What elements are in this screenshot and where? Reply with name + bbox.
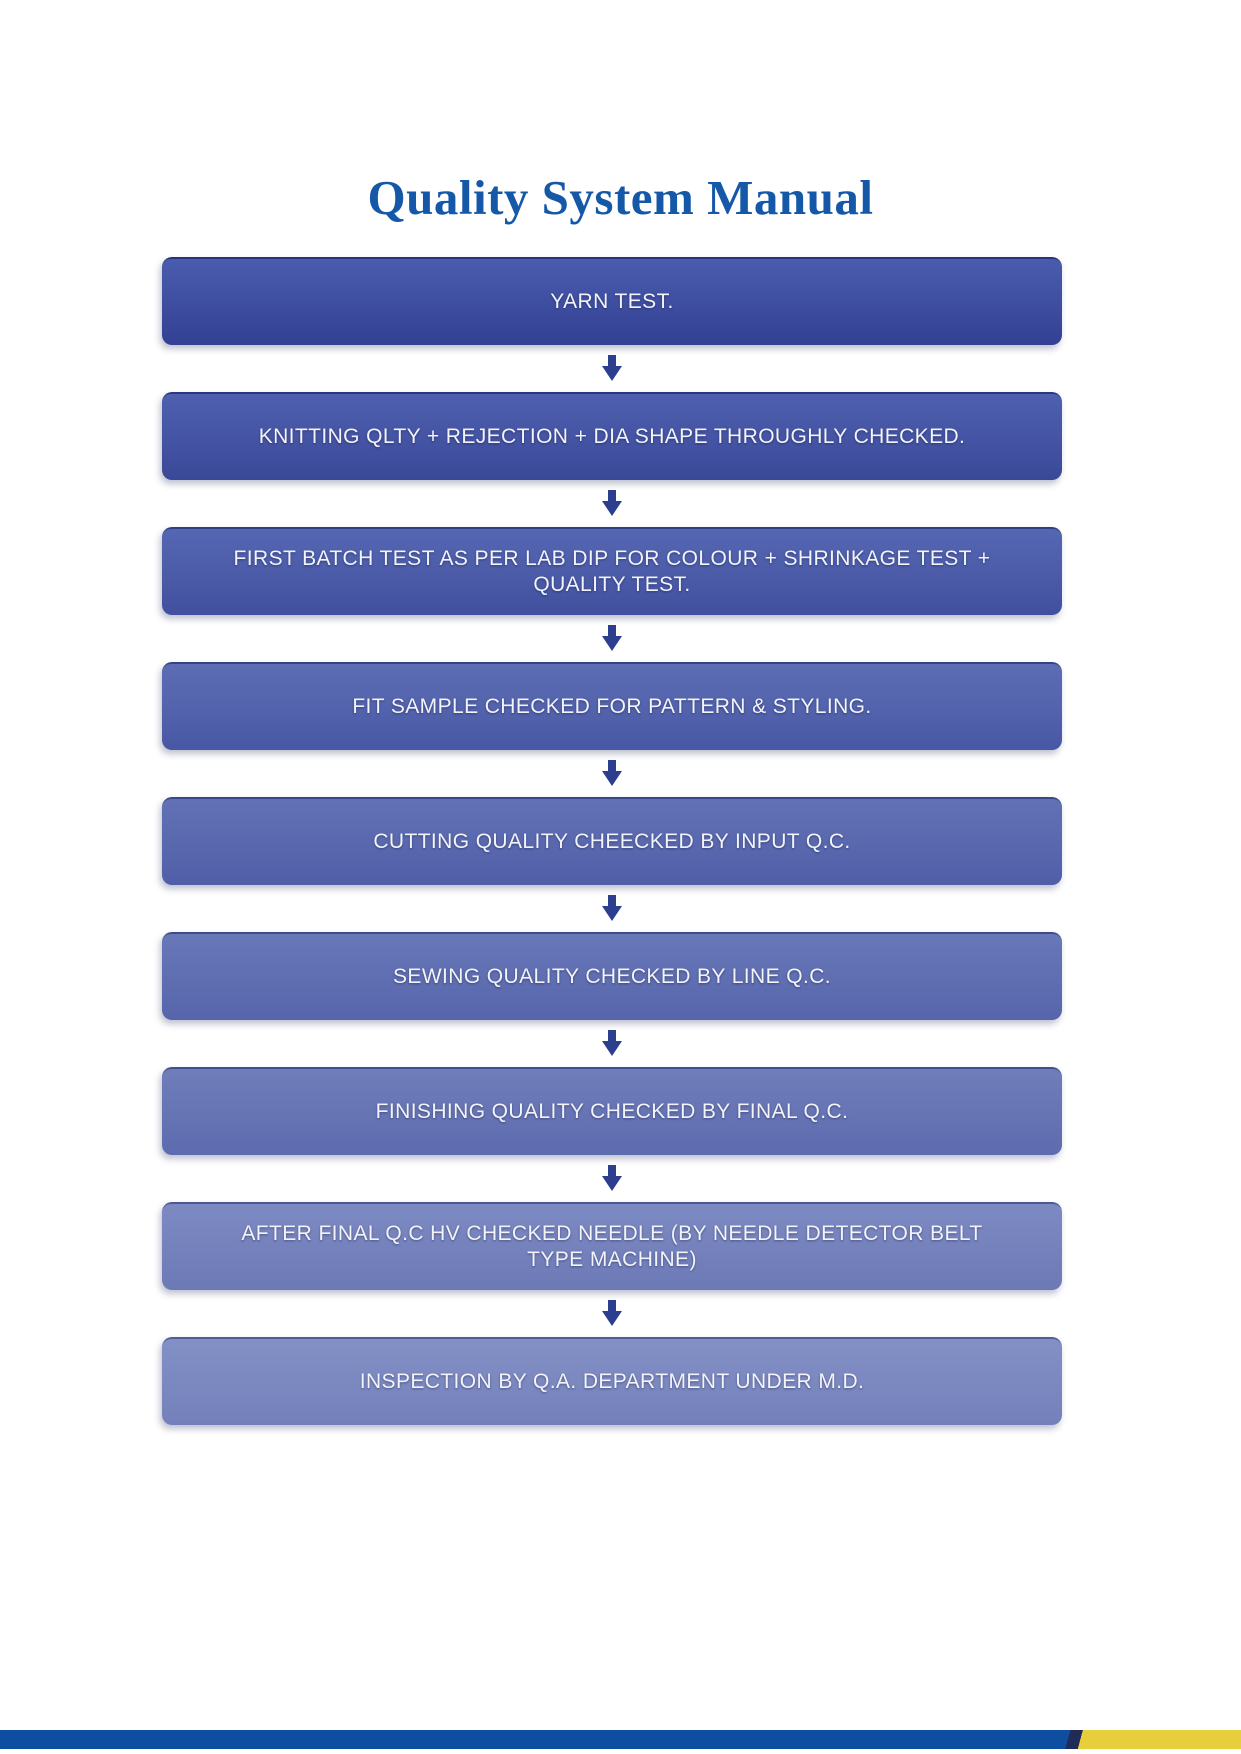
flow-step-yarn-test — [162, 257, 1062, 345]
footer-accent-bar — [0, 1730, 1241, 1749]
quality-flowchart — [162, 257, 1062, 1425]
down-arrow-icon — [600, 895, 624, 922]
flow-step-finishing-quality — [162, 1067, 1062, 1155]
flow-step-label: YARN TEST. — [550, 289, 674, 313]
down-arrow-icon — [600, 760, 624, 787]
flow-step-qa-inspection — [162, 1337, 1062, 1425]
page-title: Quality System Manual — [367, 169, 874, 225]
flow-step-fit-sample — [162, 662, 1062, 750]
flow-connector — [162, 885, 1062, 932]
flow-step-first-batch-test — [162, 527, 1062, 615]
flow-step-cutting-quality — [162, 797, 1062, 885]
flow-step-label: FIRST BATCH TEST AS PER LAB DIP FOR COLOUR + SHRINKAGE TEST + QUALITY TEST. — [233, 546, 991, 596]
flow-step-label: KNITTING QLTY + REJECTION + DIA SHAPE THROUGHLY CHECKED. — [258, 424, 966, 448]
flow-connector — [162, 615, 1062, 662]
flow-step-sewing-quality — [162, 932, 1062, 1020]
down-arrow-icon — [600, 1030, 624, 1057]
flow-connector — [162, 480, 1062, 527]
flow-connector — [162, 1290, 1062, 1337]
down-arrow-icon — [600, 355, 624, 382]
flow-step-label: FIT SAMPLE CHECKED FOR PATTERN & STYLING. — [352, 694, 872, 718]
flow-step-label: SEWING QUALITY CHECKED BY LINE Q.C. — [393, 964, 831, 988]
flow-step-label: INSPECTION BY Q.A. DEPARTMENT UNDER M.D. — [359, 1369, 865, 1393]
flow-step-label: CUTTING QUALITY CHEECKED BY INPUT Q.C. — [373, 829, 851, 853]
flow-connector — [162, 1020, 1062, 1067]
flow-step-knitting-quality — [162, 392, 1062, 480]
flow-connector — [162, 750, 1062, 797]
down-arrow-icon — [600, 1165, 624, 1192]
down-arrow-icon — [600, 1300, 624, 1327]
flow-connector — [162, 1155, 1062, 1202]
flow-step-needle-detector — [162, 1202, 1062, 1290]
down-arrow-icon — [600, 490, 624, 517]
flow-step-label: AFTER FINAL Q.C HV CHECKED NEEDLE (BY NEEDLE DETECTOR BELT TYPE MACHINE) — [241, 1221, 983, 1271]
down-arrow-icon — [600, 625, 624, 652]
flow-step-label: FINISHING QUALITY CHECKED BY FINAL Q.C. — [375, 1099, 849, 1123]
flow-connector — [162, 345, 1062, 392]
